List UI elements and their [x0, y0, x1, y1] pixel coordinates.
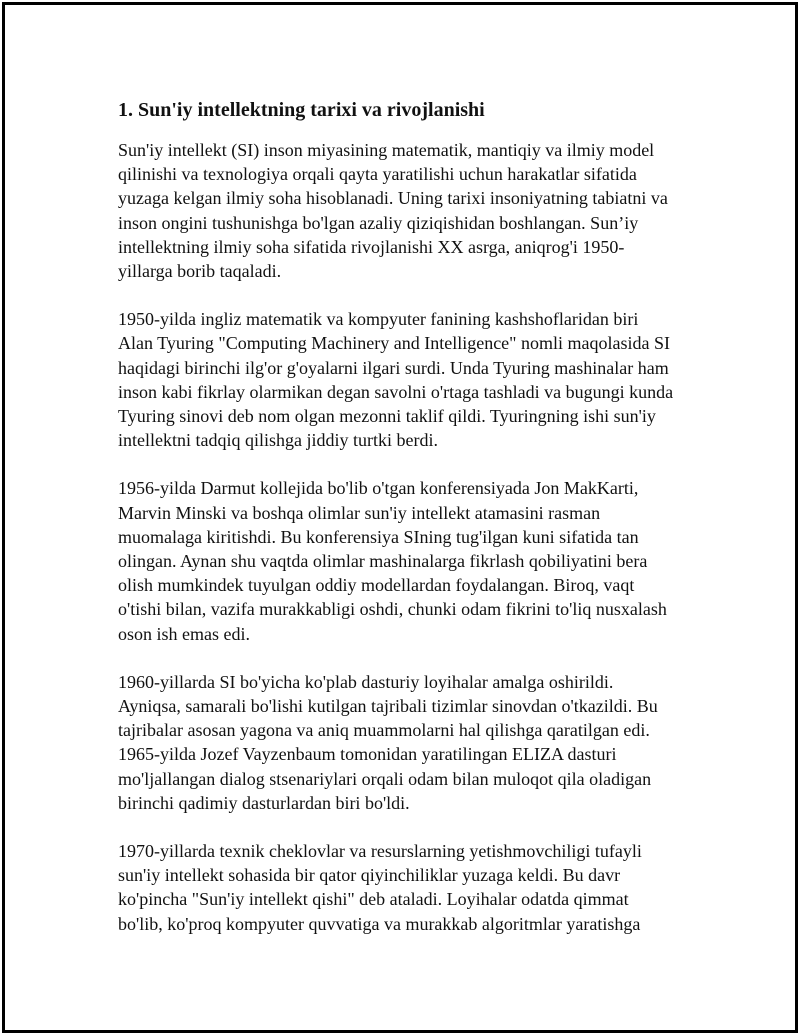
text-line: tajribalar asosan yagona va aniq muammolarni hal qilishga qaratilgan edi. — [118, 720, 650, 741]
text-line: o'tishi bilan, vazifa murakkabligi oshdi, chunki odam fikrini to'liq nusxalash — [118, 599, 667, 620]
text-line: bo'lib, ko'proq kompyuter quvvatiga va murakkab algoritmlar yaratishga — [118, 913, 641, 934]
text-line: ko'pincha "Sun'iy intellekt qishi" deb ataladi. Loyihalar odatda qimmat — [118, 889, 629, 910]
paragraph-1960s — [118, 670, 688, 815]
text-line: haqidagi birinchi ilg'or g'oyalarni ilgari surdi. Unda Tyuring mashinalar ham — [118, 357, 669, 378]
text-line: Sun'iy intellekt (SI) inson miyasining matematik, mantiqiy va ilmiy model — [118, 140, 655, 160]
text-line: inson ongini tushunishga bo'lgan azaliy qiziqishidan boshlangan. Sun’iy — [118, 212, 639, 233]
text-line: muomalaga kiritishdi. Bu konferensiya SIning tug'ilgan kuni sifatida tan — [118, 526, 639, 547]
text-line: oson ish emas edi. — [118, 623, 250, 644]
text-line: 1956-yilda Darmut kollejida bo'lib o'tgan konferensiyada Jon MakKarti, — [118, 478, 639, 499]
paragraph-1950 — [118, 307, 688, 452]
text-line: intellektni tadqiq qilishga jiddiy turtki berdi. — [118, 430, 438, 451]
text-line: olingan. Aynan shu vaqtda olimlar mashinalarga fikrlash qobiliyatini bera — [118, 551, 648, 572]
text-line: yuzaga kelgan ilmiy soha hisoblanadi. Uning tarixi insoniyatning tabiatni va — [118, 188, 668, 209]
text-line: intellektning ilmiy soha sifatida rivojlanishi XX asrga, aniqrog'i 1950- — [118, 236, 625, 257]
paragraph-1970s — [118, 839, 688, 936]
paragraph-si-definition — [118, 138, 688, 283]
text-line: yillarga borib taqaladi. — [118, 261, 282, 282]
paragraph-1956 — [118, 476, 688, 645]
text-line: Marvin Minski va boshqa olimlar sun'iy intellekt atamasini rasman — [118, 502, 601, 523]
text-line: Alan Tyuring "Computing Machinery and Intelligence" nomli maqolasida SI — [118, 333, 670, 354]
text-line: Ayniqsa, samarali bo'lishi kutilgan tajribali tizimlar sinovdan o'tkazildi. Bu — [118, 696, 658, 717]
text-line: 1950-yilda ingliz matematik va kompyuter fanining kashshoflaridan biri — [118, 309, 639, 330]
document-body — [118, 94, 688, 960]
text-line: birinchi qadimiy dasturlardan biri bo'ldi. — [118, 792, 410, 813]
text-line: 1970-yillarda texnik cheklovlar va resurslarning yetishmovchiligi tufayli — [118, 841, 642, 862]
text-line: 1960-yillarda SI bo'yicha ko'plab dasturiy loyihalar amalga oshirildi. — [118, 671, 614, 692]
text-line: sun'iy intellekt sohasida bir qator qiyinchiliklar yuzaga keldi. Bu davr — [118, 865, 621, 886]
text-line: Tyuring sinovi deb nom olgan mezonni taklif qildi. Tyuringning ishi sun'iy — [118, 406, 656, 427]
text-line: qilinishi va texnologiya orqali qayta yaratilishi uchun harakatlar sifatida — [118, 164, 637, 185]
text-line: inson kabi fikrlay olarmikan degan savolni o'rtaga tashladi va bugungi kunda — [118, 381, 674, 402]
text-line: mo'ljallangan dialog stsenariylari orqali odam bilan muloqot qila oladigan — [118, 768, 652, 789]
document-page — [2, 2, 798, 1033]
section-title: 1. Sun'iy intellektning tarixi va rivojlanishi — [118, 99, 485, 121]
text-line: olish mumkindek tuyulgan oddiy modellardan foydalangan. Biroq, vaqt — [118, 575, 635, 596]
text-line: 1965-yilda Jozef Vayzenbaum tomonidan yaratilingan ELIZA dasturi — [118, 744, 617, 765]
